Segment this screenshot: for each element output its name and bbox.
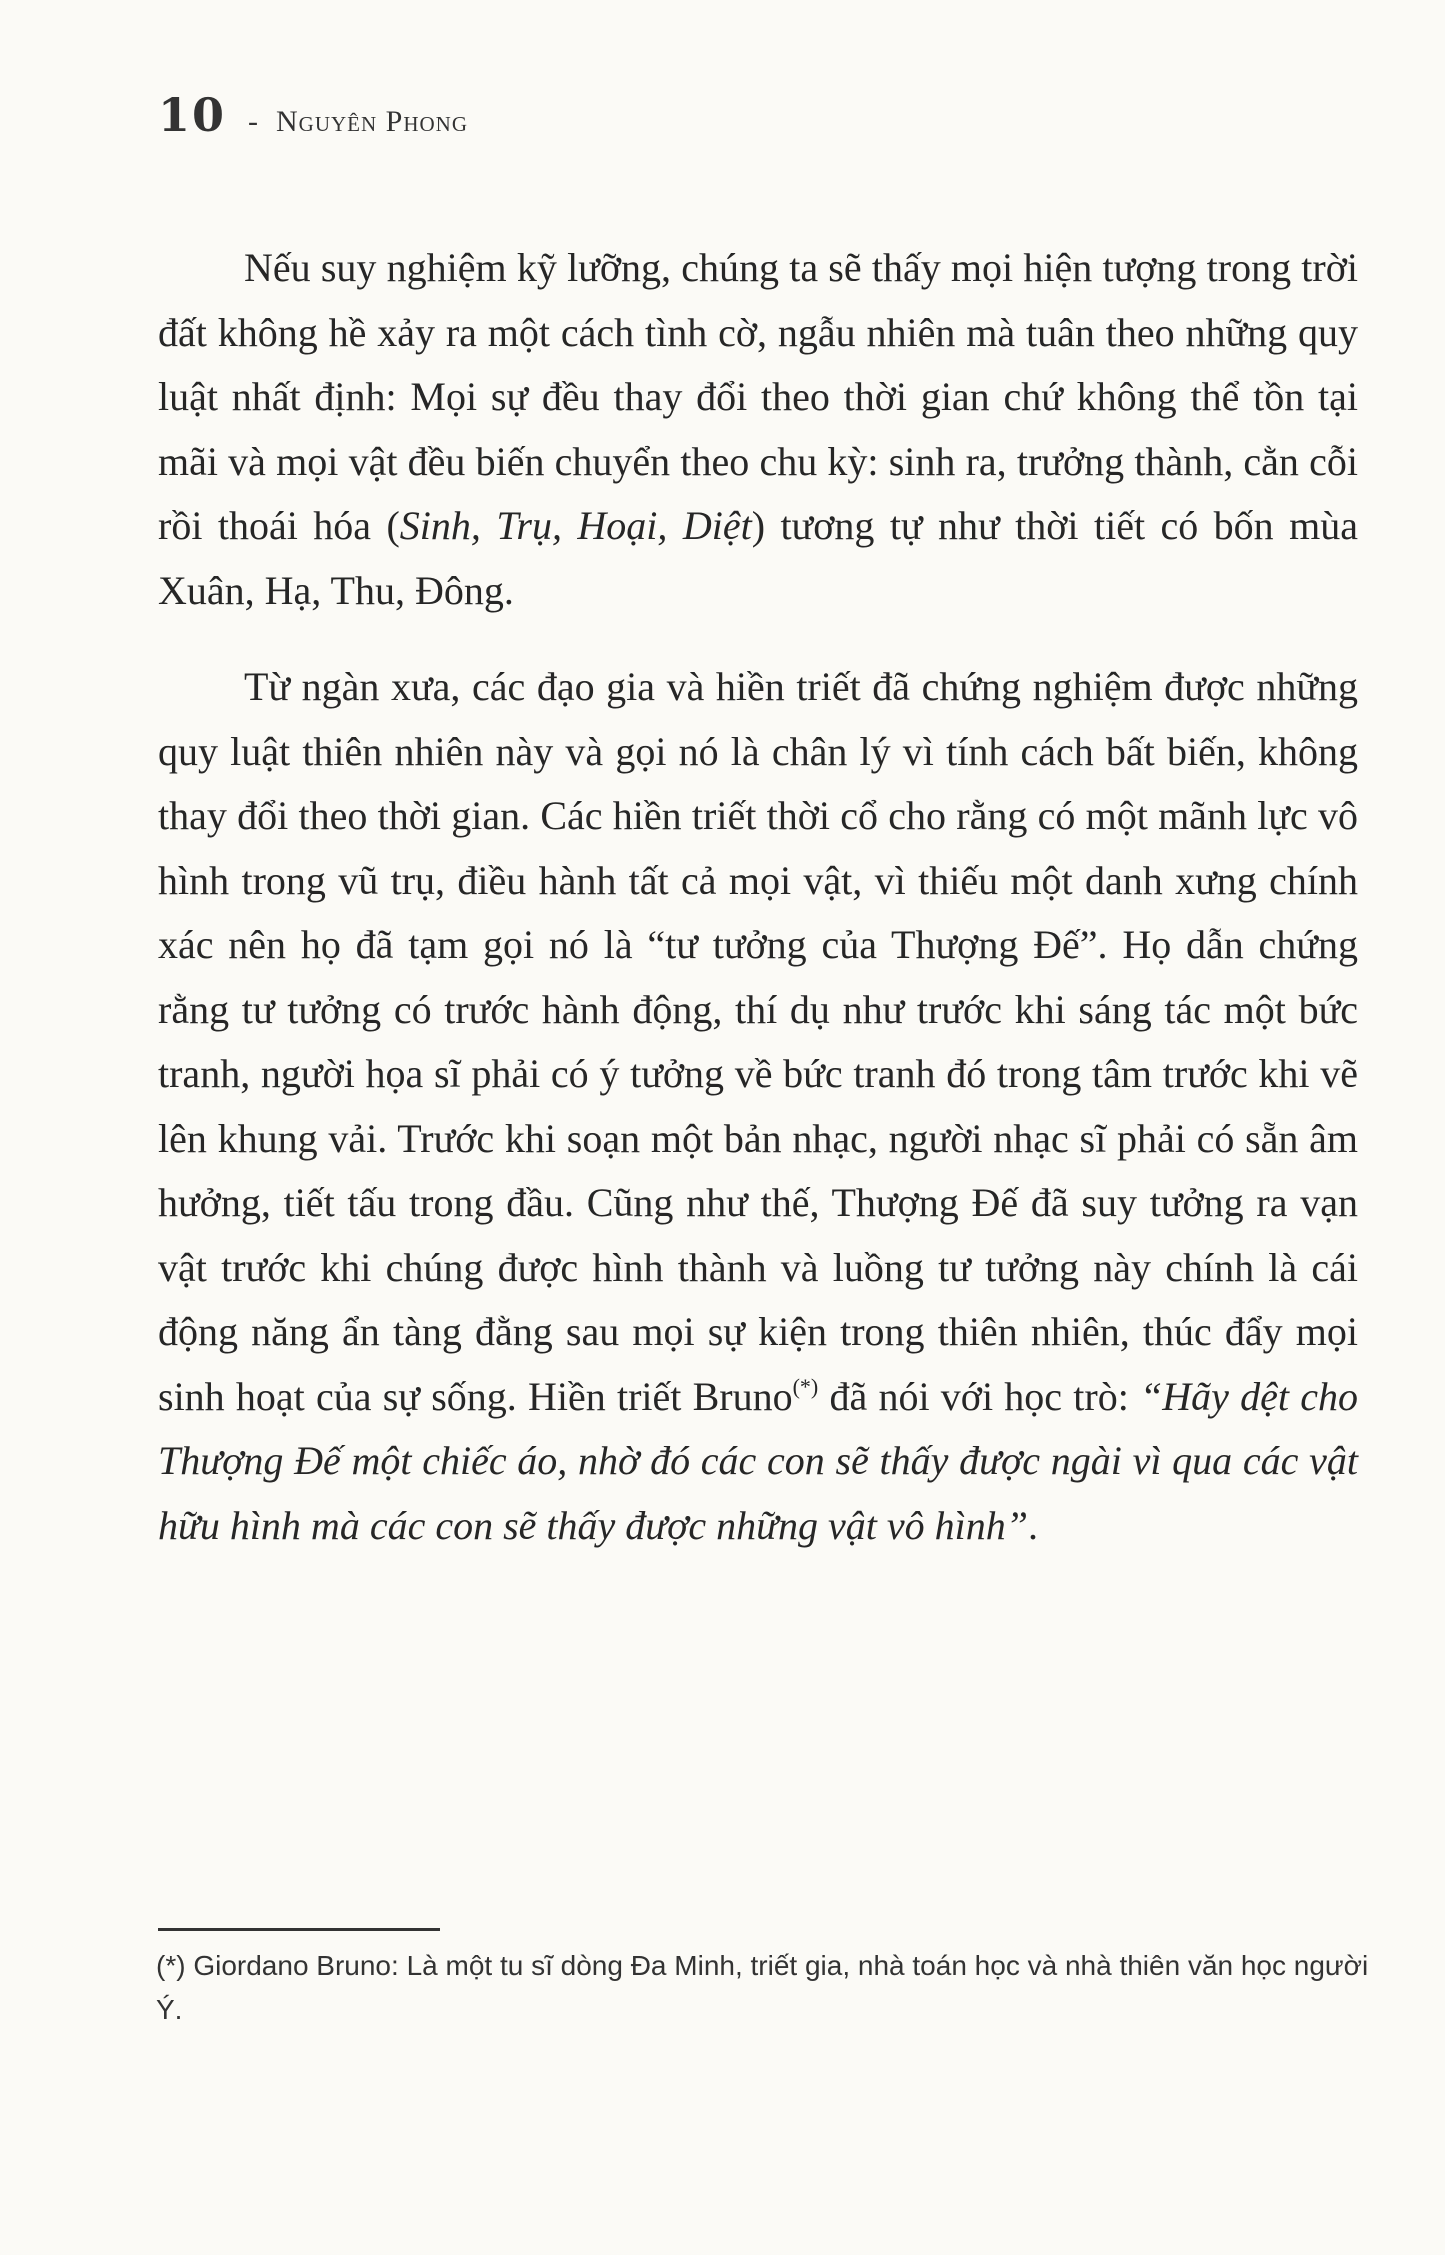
running-header bbox=[158, 88, 468, 142]
paragraph bbox=[158, 655, 1358, 1558]
italic-text-run: Sinh, Trụ, Hoại, Diệt bbox=[399, 503, 752, 548]
footnote-marker: (*) bbox=[792, 1373, 819, 1399]
body-text bbox=[158, 236, 1358, 1558]
text-run: . bbox=[1027, 1502, 1038, 1548]
italic-quote: “Hãy dệt cho Thượng Đế một chiếc áo, nhờ đó các con sẽ thấy được ngài vì qua các vật hữu hình mà các con sẽ thấy được những vật vô hình” bbox=[158, 1373, 1359, 1548]
header-author: Nguyên Phong bbox=[276, 105, 469, 138]
text-run: Từ ngàn xưa, các đạo gia và hiền triết đã chứng nghiệm được những quy luật thiên nhiên này và gọi nó là chân lý vì tính cách bất biến, không thay đổi theo thời gian. Các hiền triết thời cổ cho rằng có một mãnh lực vô hình trong vũ trụ, điều hành tất cả mọi vật, vì thiếu một danh xưng chính xác nên họ đã tạm gọi nó là “tư tưởng của Thượng Đế”. Họ dẫn chứng rằng tư tưởng có trước hành động, thí dụ như trước khi sáng tác một bức tranh, người họa sĩ phải có ý tưởng về bức tranh đó trong tâm trước khi vẽ lên khung vải. Trước khi soạn một bản nhạc, người nhạc sĩ phải có sẵn âm hưởng, tiết tấu trong đầu. Cũng như thế, Thượng Đế đã suy tưởng ra vạn vật trước khi chúng được hình thành và luồng tư tưởng này chính là cái động năng ẩn tàng đằng sau mọi sự kiện trong thiên nhiên, thúc đẩy mọi sinh hoạt của sự sống. Hiền triết Bruno bbox=[158, 664, 1358, 1419]
footnote: (*) Giordano Bruno: Là một tu sĩ dòng Đa Minh, triết gia, nhà toán học và nhà thiên văn học người Ý. bbox=[156, 1950, 1369, 2025]
page-number: 10 bbox=[158, 88, 227, 142]
paragraph bbox=[158, 236, 1358, 623]
footnote-divider bbox=[158, 1928, 440, 1931]
text-run: đã nói với học trò: bbox=[818, 1373, 1141, 1419]
text-run: Nếu suy nghiệm kỹ lưỡng, chúng ta sẽ thấy mọi hiện tượng trong trời đất không hề xảy ra một cách tình cờ, ngẫu nhiên mà tuân theo những quy luật nhất định: Mọi sự đều thay đổi theo thời gian chứ không thể tồn tại mãi và mọi vật đều biến chuyển theo chu kỳ: sinh ra, trưởng thành, cằn cỗi rồi thoái hóa ( bbox=[158, 245, 1358, 548]
text-run: ) tương tự như thời tiết có bốn mùa Xuân, Hạ, Thu, Đông. bbox=[158, 503, 1358, 613]
header-separator: - bbox=[248, 105, 259, 138]
